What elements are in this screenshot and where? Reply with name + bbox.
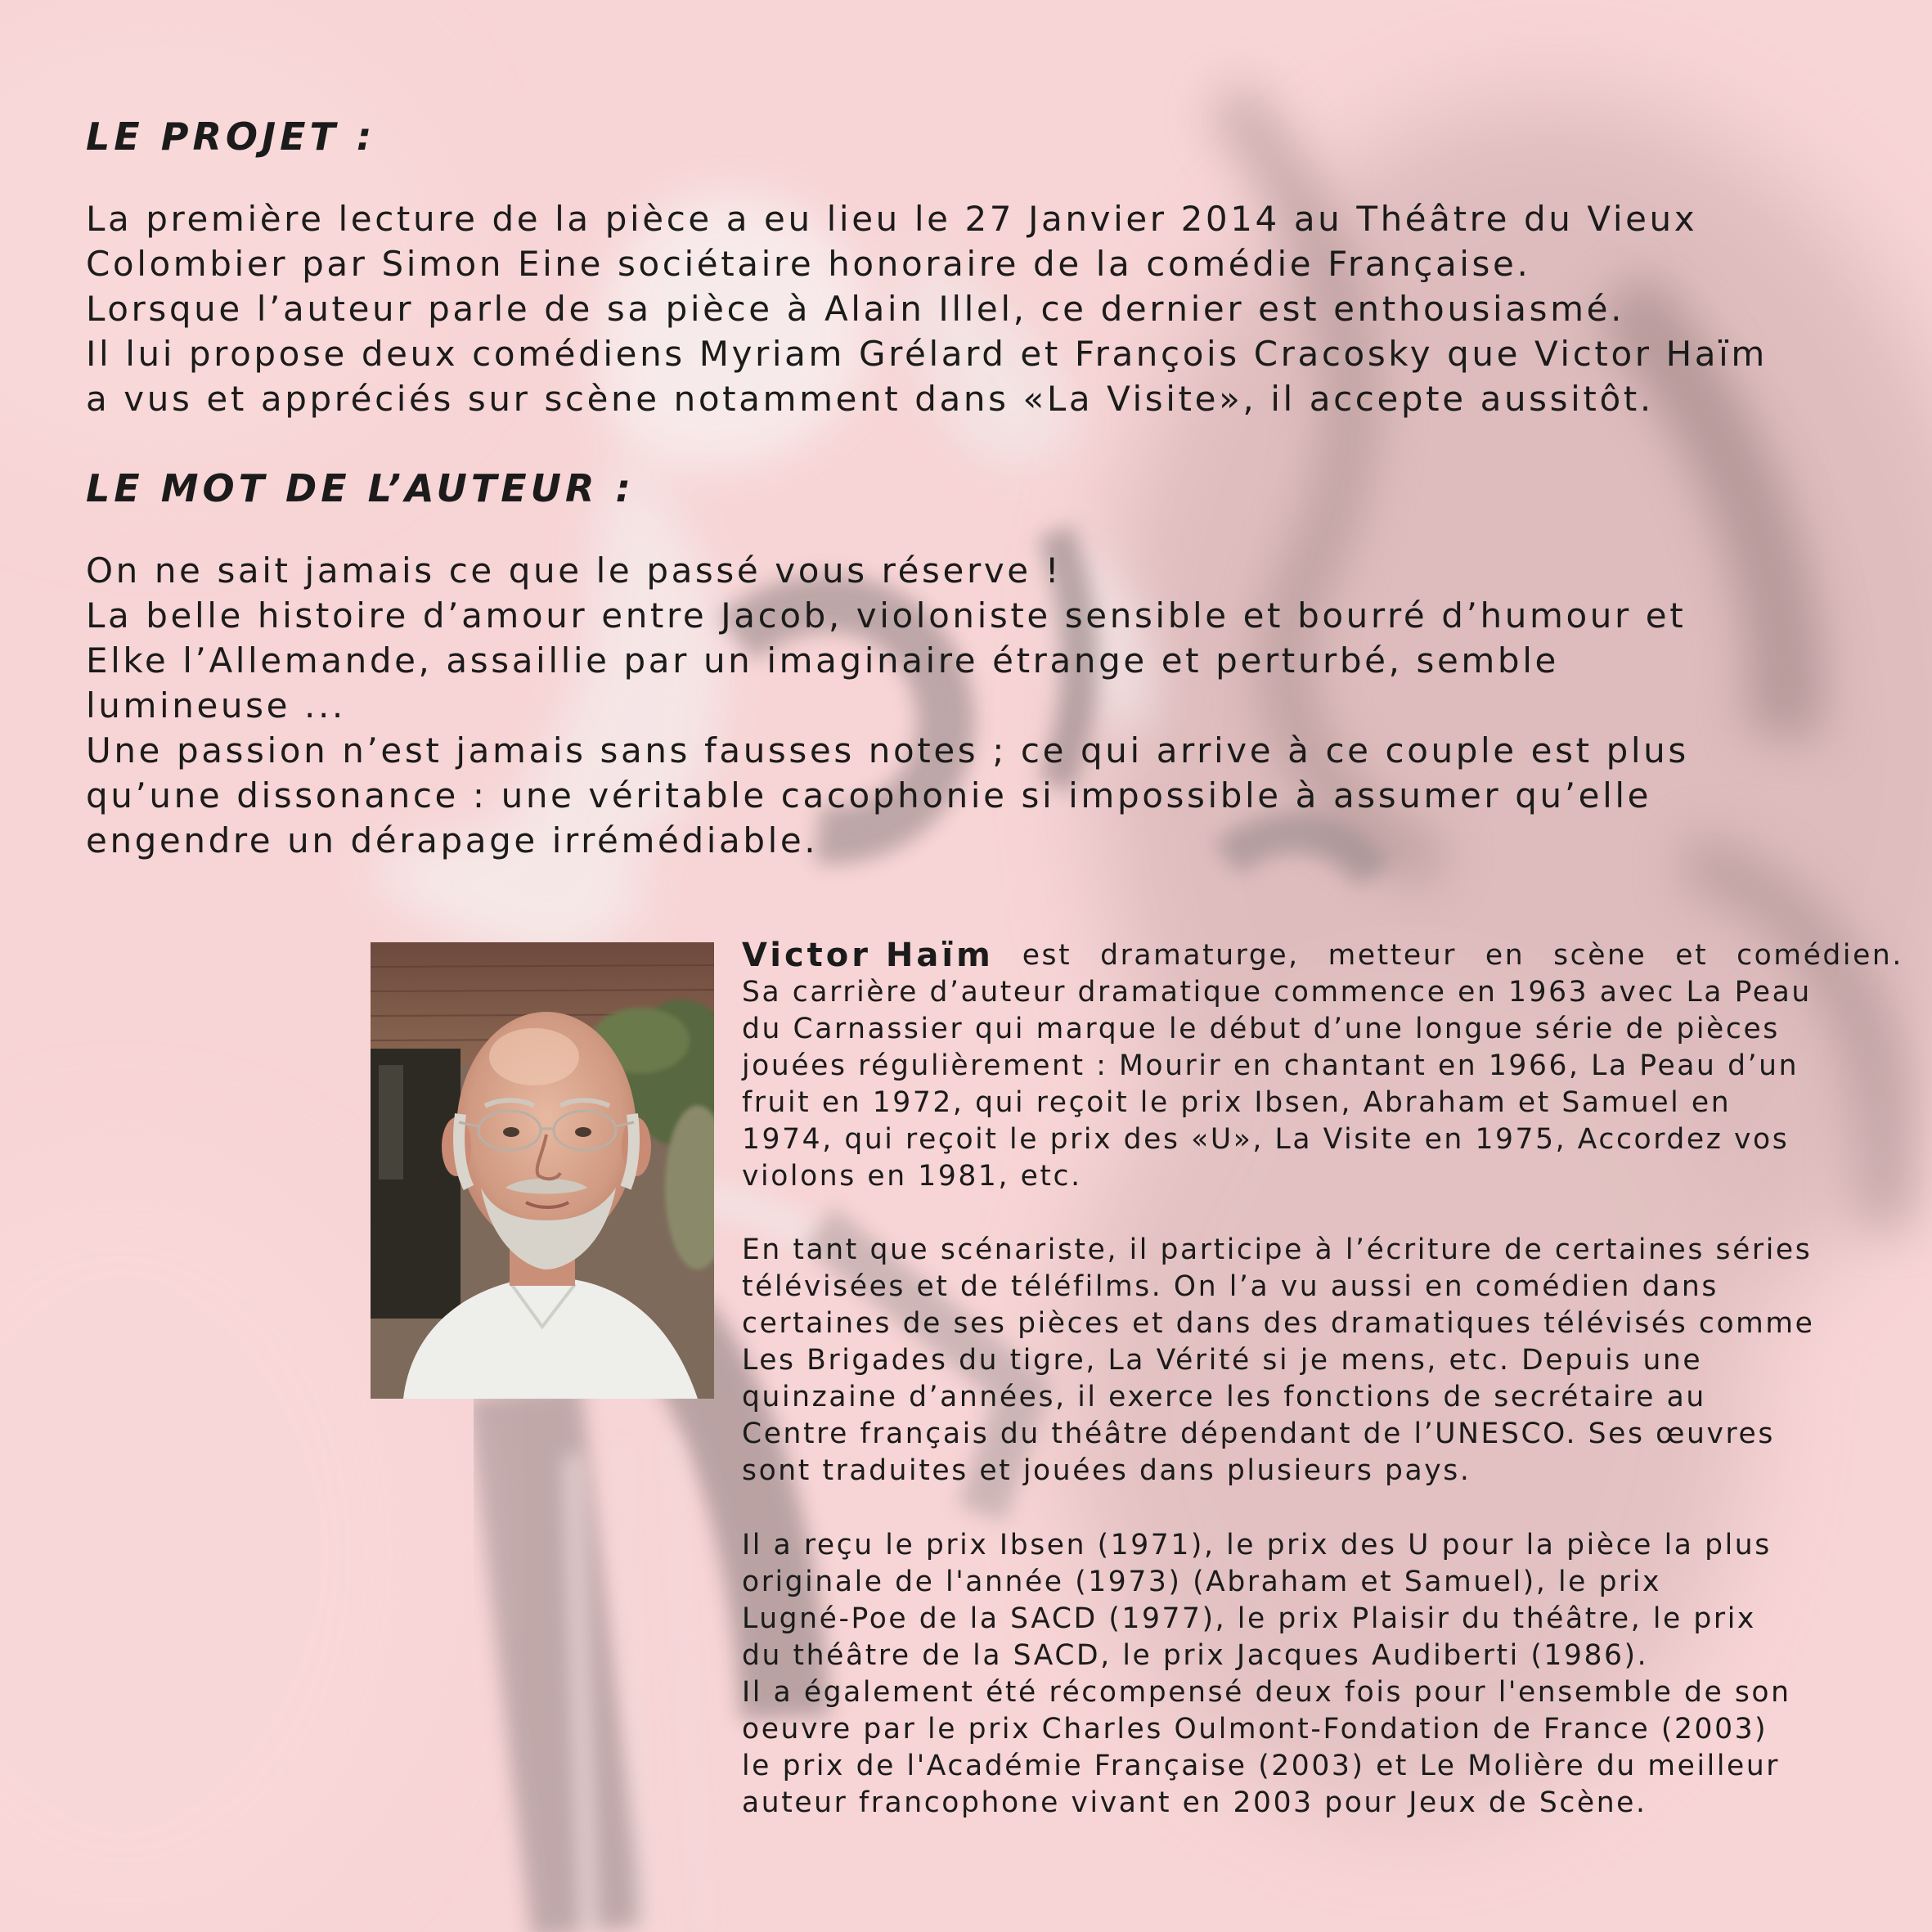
projet-heading: LE PROJET :: [86, 115, 376, 159]
bio-p2-line: quinzaine d’années, il exerce les fonctions de secrétaire au: [742, 1381, 1706, 1413]
bio-p1-line: du Carnassier qui marque le début d’une longue série de pièces: [742, 1013, 1780, 1045]
mot-line: engendre un dérapage irrémédiable.: [86, 820, 819, 860]
projet-paragraph: [86, 196, 1910, 421]
mot-line: Elke l’Allemande, assaillie par un imaginaire étrange et perturbé, semble: [86, 640, 1559, 681]
bio-p3-line: oeuvre par le prix Charles Oulmont-Fondation de France (2003): [742, 1713, 1768, 1746]
bio-p2-line: En tant que scénariste, il participe à l’écriture de certaines séries: [742, 1233, 1813, 1266]
projet-line: La première lecture de la pièce a eu lieu le 27 Janvier 2014 au Théâtre du Vieux: [86, 199, 1698, 239]
bio-word: comédien.: [1737, 939, 1903, 972]
bio-p3-line: auteur francophone vivant en 2003 pour Jeux de Scène.: [742, 1786, 1647, 1819]
bio-p3-line: Il a reçu le prix Ibsen (1971), le prix des U pour la pièce la plus: [742, 1529, 1772, 1561]
mot-line: La belle histoire d’amour entre Jacob, violoniste sensible et bourré d’humour et: [86, 595, 1687, 636]
bio-first-line: [742, 937, 1903, 974]
mot-line: On ne sait jamais ce que le passé vous réserve !: [86, 550, 1063, 591]
author-bio-paragraph-3: [742, 1527, 1903, 1822]
bio-p2-line: sont traduites et jouées dans plusieurs pays.: [742, 1454, 1471, 1487]
bio-p3-line: Lugné-Poe de la SACD (1977), le prix Plaisir du théâtre, le prix: [742, 1602, 1756, 1635]
bio-p3-line: le prix de l'Académie Française (2003) et Le Molière du meilleur: [742, 1750, 1781, 1782]
author-bio: [742, 937, 1903, 1195]
mot-line: Une passion n’est jamais sans fausses notes ; ce qui arrive à ce couple est plus: [86, 730, 1689, 771]
bio-p2-line: télévisées et de téléfilms. On l’a vu aussi en comédien dans: [742, 1270, 1719, 1303]
author-bio-paragraph-2: [742, 1232, 1903, 1489]
bio-p1-line: 1974, qui reçoit le prix des «U», La Visite en 1975, Accordez vos: [742, 1123, 1790, 1156]
bio-word: dramaturge,: [1100, 939, 1300, 972]
projet-line: Colombier par Simon Eine sociétaire honoraire de la comédie Française.: [86, 244, 1531, 284]
bio-word: est: [1022, 939, 1072, 972]
mot-auteur-heading: LE MOT DE L’AUTEUR :: [86, 466, 635, 510]
bio-word: metteur: [1328, 939, 1458, 972]
bio-p1-line: jouées régulièrement : Mourir en chantant en 1966, La Peau d’un: [742, 1049, 1799, 1082]
projet-line: a vus et appréciés sur scène notamment dans «La Visite», il accepte aussitôt.: [86, 379, 1654, 419]
bio-word: en: [1485, 939, 1525, 972]
mot-line: qu’une dissonance : une véritable cacophonie si impossible à assumer qu’elle: [86, 775, 1652, 815]
bio-p2-line: certaines de ses pièces et dans des dramatiques télévisés comme: [742, 1307, 1815, 1340]
bio-p1-line: Sa carrière d’auteur dramatique commence en 1963 avec La Peau: [742, 976, 1812, 1009]
bio-p1-line: violons en 1981, etc.: [742, 1160, 1082, 1193]
bio-p2-line: Centre français du théâtre dépendant de l’UNESCO. Ses œuvres: [742, 1418, 1775, 1450]
mot-auteur-paragraph: [86, 548, 1910, 863]
bio-p2-line: Les Brigades du tigre, La Vérité si je mens, etc. Depuis une: [742, 1344, 1703, 1377]
projet-line: Il lui propose deux comédiens Myriam Grélard et François Cracosky que Victor Haïm: [86, 334, 1768, 374]
bio-word: scène: [1553, 939, 1647, 972]
author-portrait-photo: [371, 942, 714, 1399]
projet-line: Lorsque l’auteur parle de sa pièce à Alain Illel, ce dernier est enthousiasmé.: [86, 289, 1625, 329]
bio-word: et: [1675, 939, 1709, 972]
bio-p3-line: Il a également été récompensé deux fois pour l'ensemble de son: [742, 1676, 1791, 1709]
bio-p1-line: fruit en 1972, qui reçoit le prix Ibsen, Abraham et Samuel en: [742, 1086, 1732, 1119]
author-name: Victor Haïm: [742, 937, 994, 974]
bio-p3-line: du théâtre de la SACD, le prix Jacques Audiberti (1986).: [742, 1639, 1649, 1672]
bio-p3-line: originale de l'année (1973) (Abraham et Samuel), le prix: [742, 1566, 1662, 1598]
mot-line: lumineuse ...: [86, 685, 346, 726]
